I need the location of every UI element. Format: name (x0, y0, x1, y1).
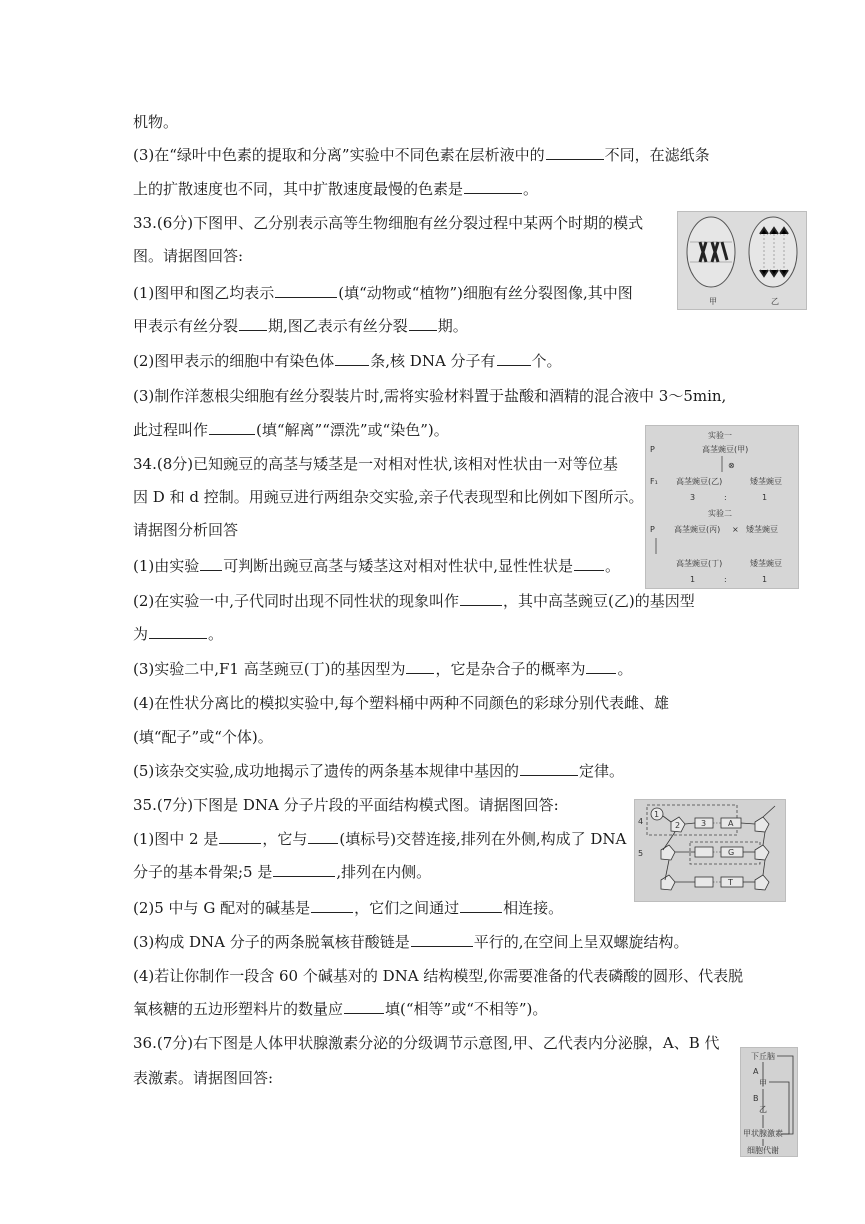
line-text: 定律。 (579, 762, 625, 780)
line-text: 不同，在滤纸条 (604, 146, 710, 164)
answer-blank (335, 351, 369, 366)
line-text: (1)图中 2 是 (133, 830, 219, 848)
line-text: ，其中高茎豌豆(乙)的基因型 (503, 592, 695, 610)
line-text: 条,核 DNA 分子有 (370, 352, 496, 370)
label-2: 2 (675, 821, 681, 830)
line-text: 表激素。请据图回答: (133, 1069, 274, 1087)
line-text: (3)在“绿叶中色素的提取和分离”实验中不同色素在层析液中的 (133, 146, 545, 164)
line-text: 个。 (531, 352, 562, 370)
line-text: 请据图分析回答 (133, 521, 239, 539)
f1-label: F₁ (650, 477, 658, 486)
line-text: 此过程叫作 (133, 421, 209, 439)
ratio2-short: 1 (762, 575, 768, 584)
dna-structure-figure (634, 799, 786, 902)
answer-blank (308, 829, 338, 844)
base-a: A (728, 819, 734, 828)
f1-short: 矮茎豌豆 (750, 477, 782, 486)
text-line (133, 591, 695, 611)
text-line (133, 487, 643, 507)
text-line (133, 624, 223, 644)
line-text: 上的扩散速度也不同，其中扩散速度最慢的色素是 (133, 180, 464, 198)
line-text: 。 (208, 625, 224, 643)
answer-blank (311, 898, 353, 913)
answer-blank (460, 591, 502, 606)
self-cross-symbol: ⊗ (728, 461, 735, 470)
exp1-label: 实验一 (708, 431, 732, 440)
text-line (133, 283, 633, 303)
line-text: 氧核糖的五边形塑料片的数量应 (133, 1000, 344, 1018)
line-text: (1)由实验 (133, 557, 200, 575)
answer-blank (149, 624, 207, 639)
exp2-label: 实验二 (708, 509, 732, 518)
line-text: (2)5 中与 G 配对的碱基是 (133, 899, 311, 917)
line-text: ,排列在内侧。 (336, 863, 432, 881)
thyroid-hormone-label: 甲状腺激素 (743, 1129, 783, 1138)
parent-tall-bing: 高茎豌豆(丙) (674, 525, 721, 534)
text-line (133, 213, 643, 233)
line-text: 。 (523, 180, 539, 198)
answer-blank (209, 420, 255, 435)
line-text: (填“配子”或“个体)。 (133, 728, 273, 746)
label-5: 5 (638, 849, 644, 858)
answer-blank (344, 999, 384, 1014)
answer-blank (273, 862, 335, 877)
line-text: (填“解离”“漂洗”或“染色”)。 (256, 421, 449, 439)
text-line (133, 454, 618, 474)
label-yi: 乙 (771, 297, 779, 306)
line-text: 因 D 和 d 控制。用豌豆进行两组杂交实验,亲子代表现型和比例如下图所示。 (133, 488, 644, 506)
cross-symbol: × (732, 525, 739, 534)
answer-blank (497, 351, 531, 366)
line-text: ，它是杂合子的概率为 (435, 660, 586, 678)
text-line (133, 316, 468, 336)
answer-blank (406, 659, 434, 674)
hormone-regulation-figure (740, 1047, 798, 1157)
text-line (133, 966, 743, 986)
text-line (133, 420, 449, 440)
line-text: 分子的基本骨架;5 是 (133, 863, 273, 881)
text-line (133, 179, 538, 199)
answer-blank (239, 316, 267, 331)
line-text: 可判断出豌豆高茎与矮茎这对相对性状中,显性性状是 (223, 557, 574, 575)
ratio2-tall: 1 (690, 575, 696, 584)
line-text: 相连接。 (503, 899, 564, 917)
line-text: 36.(7分)右下图是人体甲状腺激素分泌的分级调节示意图,甲、乙代表内分泌腺，A、B 代 (133, 1034, 720, 1052)
text-line (133, 246, 243, 266)
line-text: 填(“相等”或“不相等”)。 (385, 1000, 548, 1018)
line-text: (5)该杂交实验,成功地揭示了遗传的两条基本规律中基因的 (133, 762, 520, 780)
line-text: ，它们之间通过 (354, 899, 460, 917)
p2-label: P (650, 525, 655, 534)
text-line (133, 386, 726, 406)
answer-blank (574, 556, 604, 571)
gland-jia-label: 甲 (759, 1079, 767, 1088)
answer-blank (219, 829, 261, 844)
text-line (133, 932, 689, 952)
text-line (133, 862, 431, 882)
label-4: 4 (638, 817, 644, 826)
ratio1-tall: 3 (690, 493, 696, 502)
ratio1-short: 1 (762, 493, 768, 502)
gland-yi-label: 乙 (759, 1105, 767, 1114)
ratio1-sep: : (724, 493, 727, 502)
line-text: 期。 (437, 317, 468, 335)
hormone-a-label: A (753, 1067, 759, 1076)
answer-blank (200, 556, 222, 571)
line-text: (2)在实验一中,子代同时出现不同性状的现象叫作 (133, 592, 460, 610)
answer-blank (460, 898, 502, 913)
p-label: P (650, 445, 655, 454)
base-g: G (728, 848, 735, 857)
line-text: 。 (605, 557, 621, 575)
line-text: (1)图甲和图乙均表示 (133, 284, 275, 302)
line-text: (4)若让你制作一段含 60 个碱基对的 DNA 结构模型,你需要准备的代表磷酸的圆形、代表脱 (133, 967, 744, 985)
mitosis-figure (677, 211, 807, 310)
cell-metabolism-label: 细胞代谢 (747, 1146, 779, 1155)
text-line (133, 795, 559, 815)
line-text: 35.(7分)下图是 DNA 分子片段的平面结构模式图。请据图回答: (133, 796, 559, 814)
text-line (133, 145, 710, 165)
answer-blank (464, 179, 522, 194)
line-text: 图。请据图回答: (133, 247, 244, 265)
line-text: (2)图甲表示的细胞中有染色体 (133, 352, 335, 370)
line-text: 34.(8分)已知豌豆的高茎与矮茎是一对相对性状,该相对性状由一对等位基 (133, 455, 618, 473)
ratio2-sep: : (724, 575, 727, 584)
text-line (133, 112, 178, 132)
text-line (133, 999, 547, 1019)
line-text: ，它与 (262, 830, 308, 848)
line-text: 甲表示有丝分裂 (133, 317, 239, 335)
answer-blank (411, 932, 473, 947)
text-line (133, 556, 620, 576)
label-3: 3 (701, 819, 707, 828)
label-jia: 甲 (709, 297, 717, 306)
answer-blank (586, 659, 616, 674)
line-text: (3)制作洋葱根尖细胞有丝分裂装片时,需将实验材料置于盐酸和酒精的混合液中 3～5min, (133, 387, 727, 405)
parent-short: 矮茎豌豆 (746, 525, 778, 534)
text-line (133, 761, 624, 781)
text-line (133, 520, 238, 540)
parent-tall-jia: 高茎豌豆(甲) (702, 445, 749, 454)
line-text: (3)构成 DNA 分子的两条脱氧核苷酸链是 (133, 933, 410, 951)
text-line (133, 659, 632, 679)
text-line (133, 693, 669, 713)
line-text: 期,图乙表示有丝分裂 (268, 317, 408, 335)
text-line (133, 898, 563, 918)
f1-tall-yi: 高茎豌豆(乙) (676, 477, 723, 486)
base-t: T (728, 878, 733, 887)
hormone-b-label: B (753, 1094, 759, 1103)
pea-cross-figure (645, 425, 799, 589)
text-line (133, 829, 626, 849)
answer-blank (275, 283, 337, 298)
answer-blank (409, 316, 437, 331)
answer-blank (520, 761, 578, 776)
answer-blank (546, 145, 604, 160)
line-text: 机物。 (133, 113, 179, 131)
f1b-short: 矮茎豌豆 (750, 559, 782, 568)
line-text: (填“动物或“植物”)细胞有丝分裂图像,其中图 (338, 284, 633, 302)
f1-tall-ding: 高茎豌豆(丁) (676, 559, 723, 568)
line-text: (4)在性状分离比的模拟实验中,每个塑料桶中两种不同颜色的彩球分别代表雌、雄 (133, 694, 670, 712)
line-text: (填标号)交替连接,排列在外侧,构成了 DNA (339, 830, 627, 848)
text-line (133, 351, 562, 371)
text-line (133, 727, 273, 747)
line-text: 33.(6分)下图甲、乙分别表示高等生物细胞有丝分裂过程中某两个时期的模式 (133, 214, 644, 232)
hypothalamus-label: 下丘脑 (751, 1052, 775, 1061)
text-line (133, 1033, 720, 1053)
line-text: (3)实验二中,F1 高茎豌豆(丁)的基因型为 (133, 660, 406, 678)
line-text: 为 (133, 625, 149, 643)
line-text: 。 (617, 660, 633, 678)
text-line (133, 1068, 273, 1088)
line-text: 平行的,在空间上呈双螺旋结构。 (473, 933, 689, 951)
label-1: 1 (654, 810, 660, 819)
